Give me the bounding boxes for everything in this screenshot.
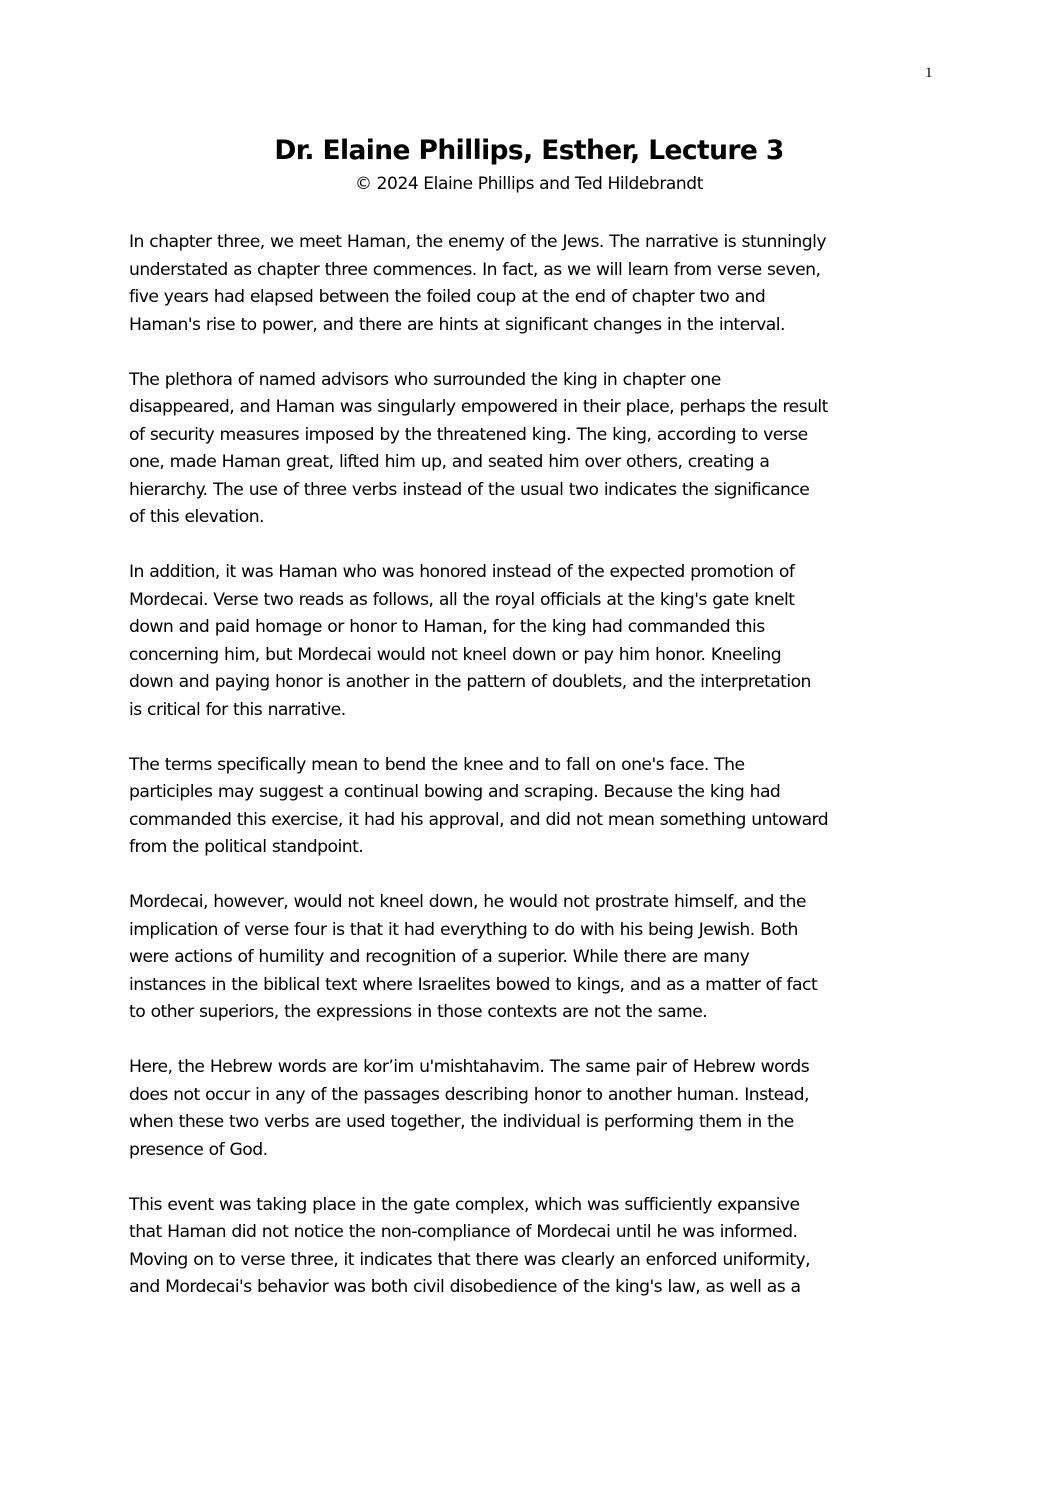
text-line: does not occur in any of the passages describing honor to another human. Instead, — [129, 1084, 809, 1105]
paragraph-4 — [129, 752, 944, 862]
text-line: The terms specifically mean to bend the knee and to fall on one's face. The — [129, 754, 745, 775]
text-line: This event was taking place in the gate complex, which was sufficiently expansive — [129, 1194, 800, 1215]
paragraph-5 — [129, 889, 944, 1027]
text-line: commanded this exercise, it had his approval, and did not mean something untoward — [129, 809, 829, 830]
text-line: and Mordecai's behavior was both civil disobedience of the king's law, as well as a — [129, 1277, 801, 1297]
text-line: In chapter three, we meet Haman, the enemy of the Jews. The narrative is stunningly — [129, 232, 826, 252]
text-line: concerning him, but Mordecai would not kneel down or pay him honor. Kneeling — [129, 644, 782, 665]
text-line: of security measures imposed by the threatened king. The king, according to verse — [129, 424, 808, 445]
text-line: The plethora of named advisors who surrounded the king in chapter one — [129, 369, 721, 390]
text-line: to other superiors, the expressions in those contexts are not the same. — [129, 1002, 708, 1022]
paragraph-7 — [129, 1192, 944, 1302]
text-line: were actions of humility and recognition of a superior. While there are many — [129, 947, 750, 967]
document-title: Dr. Elaine Phillips, Esther, Lecture 3 — [274, 135, 784, 166]
copyright-line: © 2024 Elaine Phillips and Ted Hildebrandt — [355, 174, 703, 194]
text-line: instances in the biblical text where Israelites bowed to kings, and as a matter of fact — [129, 974, 818, 995]
text-line: participles may suggest a continual bowing and scraping. Because the king had — [129, 782, 781, 802]
text-line: implication of verse four is that it had everything to do with his being Jewish. Both — [129, 919, 798, 940]
page-number: 1 — [925, 65, 933, 81]
text-line: hierarchy. The use of three verbs instead of the usual two indicates the significance — [129, 479, 810, 500]
paragraph-3 — [129, 559, 944, 724]
text-line: one, made Haman great, lifted him up, and seated him over others, creating a — [129, 452, 770, 472]
text-line: from the political standpoint. — [129, 837, 364, 857]
text-line: down and paying honor is another in the pattern of doublets, and the interpretation — [129, 672, 811, 692]
text-line: is critical for this narrative. — [129, 699, 346, 720]
text-line: Moving on to verse three, it indicates that there was clearly an enforced uniformity, — [129, 1249, 811, 1270]
text-line: when these two verbs are used together, the individual is performing them in the — [129, 1112, 794, 1132]
paragraph-1 — [129, 229, 944, 339]
text-line: Haman's rise to power, and there are hints at significant changes in the interval. — [129, 314, 785, 335]
paragraph-2 — [129, 367, 944, 532]
text-line: presence of God. — [129, 1139, 268, 1160]
text-line: of this elevation. — [129, 507, 264, 527]
text-line: that Haman did not notice the non-compliance of Mordecai until he was informed. — [129, 1222, 798, 1242]
text-line: Here, the Hebrew words are kor’im u'mishtahavim. The same pair of Hebrew words — [129, 1057, 810, 1077]
text-line: Mordecai, however, would not kneel down, he would not prostrate himself, and the — [129, 892, 806, 912]
text-line: understated as chapter three commences. In fact, as we will learn from verse seven, — [129, 259, 821, 280]
text-line: five years had elapsed between the foiled coup at the end of chapter two and — [129, 287, 766, 307]
text-line: Mordecai. Verse two reads as follows, all the royal officials at the king's gate knelt — [129, 589, 795, 610]
text-line: In addition, it was Haman who was honored instead of the expected promotion of — [129, 562, 795, 582]
paragraph-6 — [129, 1054, 944, 1164]
document-body — [129, 229, 944, 1329]
text-line: disappeared, and Haman was singularly empowered in their place, perhaps the result — [129, 397, 828, 417]
text-line: down and paid homage or honor to Haman, for the king had commanded this — [129, 617, 765, 637]
